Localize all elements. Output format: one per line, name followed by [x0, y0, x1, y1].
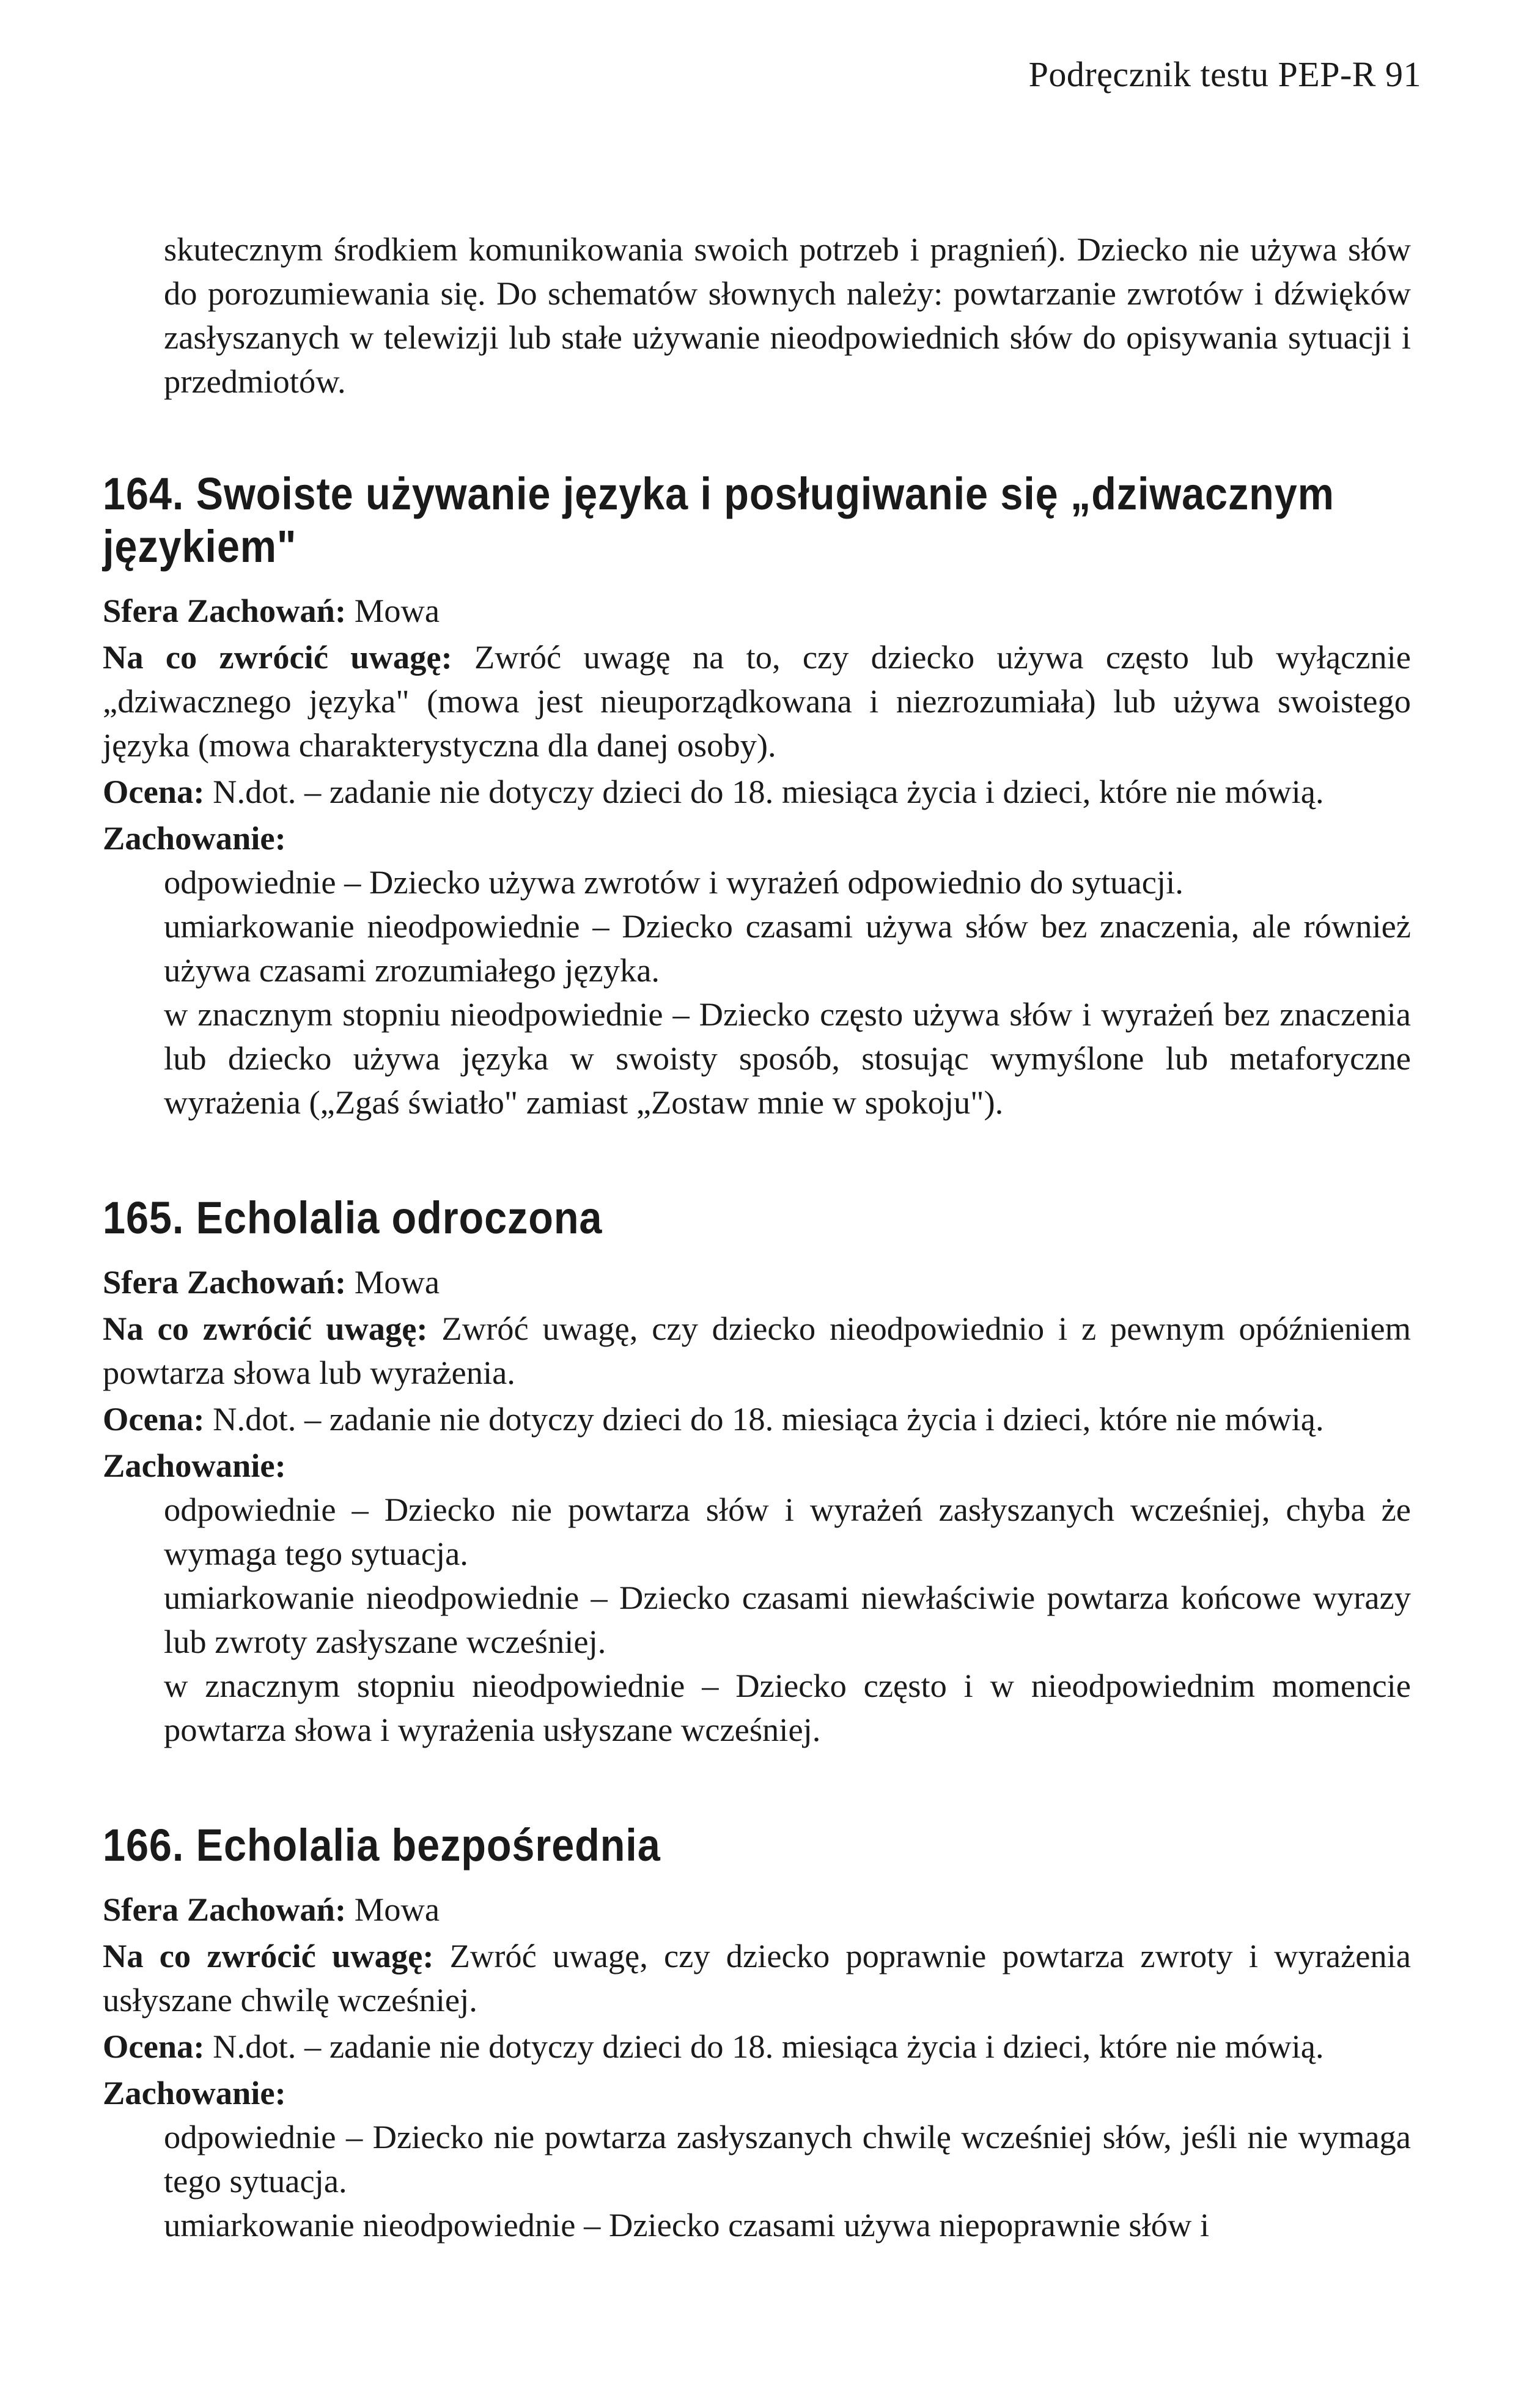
section	[103, 1819, 1411, 2247]
behavior-label: Zachowanie:	[103, 1447, 286, 1484]
sphere-field-label: Sfera Zachowań:	[103, 1891, 347, 1928]
sphere-field	[103, 1260, 1411, 1304]
rating-field-label: Ocena:	[103, 773, 205, 810]
behavior-item: odpowiednie – Dziecko używa zwrotów i wyrażeń odpowiednio do sytuacji.	[164, 863, 1183, 901]
sphere-field-value: Mowa	[354, 1891, 440, 1928]
rating-field	[103, 770, 1411, 814]
behavior-item: odpowiednie – Dziecko nie powtarza słów i wyrażeń zasłyszanych wcześniej, chyba że wymaga tego sytuacja.	[164, 1491, 1411, 1572]
attention-field	[103, 635, 1411, 767]
attention-field-label: Na co zwrócić uwagę:	[103, 1310, 428, 1347]
attention-field-value: Zwróć uwagę, czy dziecko poprawnie powtarza zwroty i wyrażenia usłyszane chwilę wcześniej.	[103, 1937, 1411, 2018]
section-title: 165. Echolalia odroczona	[103, 1192, 603, 1243]
behavior-label: Zachowanie:	[103, 2074, 286, 2111]
behavior-item: umiarkowanie nieodpowiednie – Dziecko czasami używa niepoprawnie słów i	[164, 2206, 1210, 2244]
rating-field	[103, 2025, 1411, 2069]
behavior-item: umiarkowanie nieodpowiednie – Dziecko czasami używa słów bez znaczenia, ale również używa czasami zrozumiałego języka.	[164, 907, 1411, 989]
behavior-item: umiarkowanie nieodpowiednie – Dziecko czasami niewłaściwie powtarza końcowe wyrazy lub zwroty zasłyszane wcześniej.	[164, 1579, 1411, 1660]
section-title: 166. Echolalia bezpośrednia	[103, 1820, 661, 1871]
rating-field-label: Ocena:	[103, 1400, 205, 1438]
section-title: 164. Swoiste używanie języka i posługiwanie się „dziwacznym językiem"	[103, 468, 1334, 572]
behavior-item: odpowiednie – Dziecko nie powtarza zasłyszanych chwilę wcześniej słów, jeśli nie wymaga tego sytuacja.	[164, 2118, 1411, 2199]
page-content	[103, 227, 1411, 2247]
sphere-field-label: Sfera Zachowań:	[103, 592, 347, 629]
rating-field-value: N.dot. – zadanie nie dotyczy dzieci do 18. miesiąca życia i dzieci, które nie mówią.	[213, 2028, 1324, 2065]
rating-field	[103, 1397, 1411, 1441]
attention-field-label: Na co zwrócić uwagę:	[103, 1937, 434, 1974]
behavior-item: w znacznym stopniu nieodpowiednie – Dziecko często używa słów i wyrażeń bez znaczenia lub dziecko używa języka w swoisty sposób, stosując wymyślone lub metaforyczne wyrażenia („Zgaś światło" zamiast „Zostaw mnie w spokoju").	[164, 995, 1411, 1121]
section	[103, 1192, 1411, 1752]
sphere-field-label: Sfera Zachowań:	[103, 1263, 347, 1301]
sphere-field	[103, 589, 1411, 633]
attention-field-value: Zwróć uwagę na to, czy dziecko używa często lub wyłącznie „dziwacznego języka" (mowa jest nieuporządkowana i niezrozumiała) lub używa swoistego języka (mowa charakterystyczna dla danej osoby).	[103, 638, 1411, 764]
section	[103, 468, 1411, 1125]
sphere-field	[103, 1888, 1411, 1932]
rating-field-value: N.dot. – zadanie nie dotyczy dzieci do 18. miesiąca życia i dzieci, które nie mówią.	[213, 1400, 1324, 1438]
sections-container	[103, 468, 1411, 2247]
page-header: Podręcznik testu PEP-R 91	[1028, 54, 1421, 94]
rating-field-value: N.dot. – zadanie nie dotyczy dzieci do 18. miesiąca życia i dzieci, które nie mówią.	[213, 773, 1324, 810]
attention-field	[103, 1307, 1411, 1395]
intro-paragraph: skutecznym środkiem komunikowania swoich potrzeb i pragnień). Dziecko nie używa słów do porozumiewania się. Do schematów słownych należy: powtarzanie zwrotów i dźwięków zasłyszanych w telewizji lub stałe używanie nieodpowiednich słów do opisywania sytuacji i przedmiotów.	[164, 231, 1411, 400]
sphere-field-value: Mowa	[354, 592, 440, 629]
attention-field-label: Na co zwrócić uwagę:	[103, 638, 452, 676]
attention-field	[103, 1934, 1411, 2022]
sphere-field-value: Mowa	[354, 1263, 440, 1301]
behavior-label: Zachowanie:	[103, 819, 286, 857]
behavior-item: w znacznym stopniu nieodpowiednie – Dziecko często i w nieodpowiednim momencie powtarza słowa i wyrażenia usłyszane wcześniej.	[164, 1667, 1411, 1748]
rating-field-label: Ocena:	[103, 2028, 205, 2065]
attention-field-value: Zwróć uwagę, czy dziecko nieodpowiednio i z pewnym opóźnieniem powtarza słowa lub wyrażenia.	[103, 1310, 1411, 1391]
